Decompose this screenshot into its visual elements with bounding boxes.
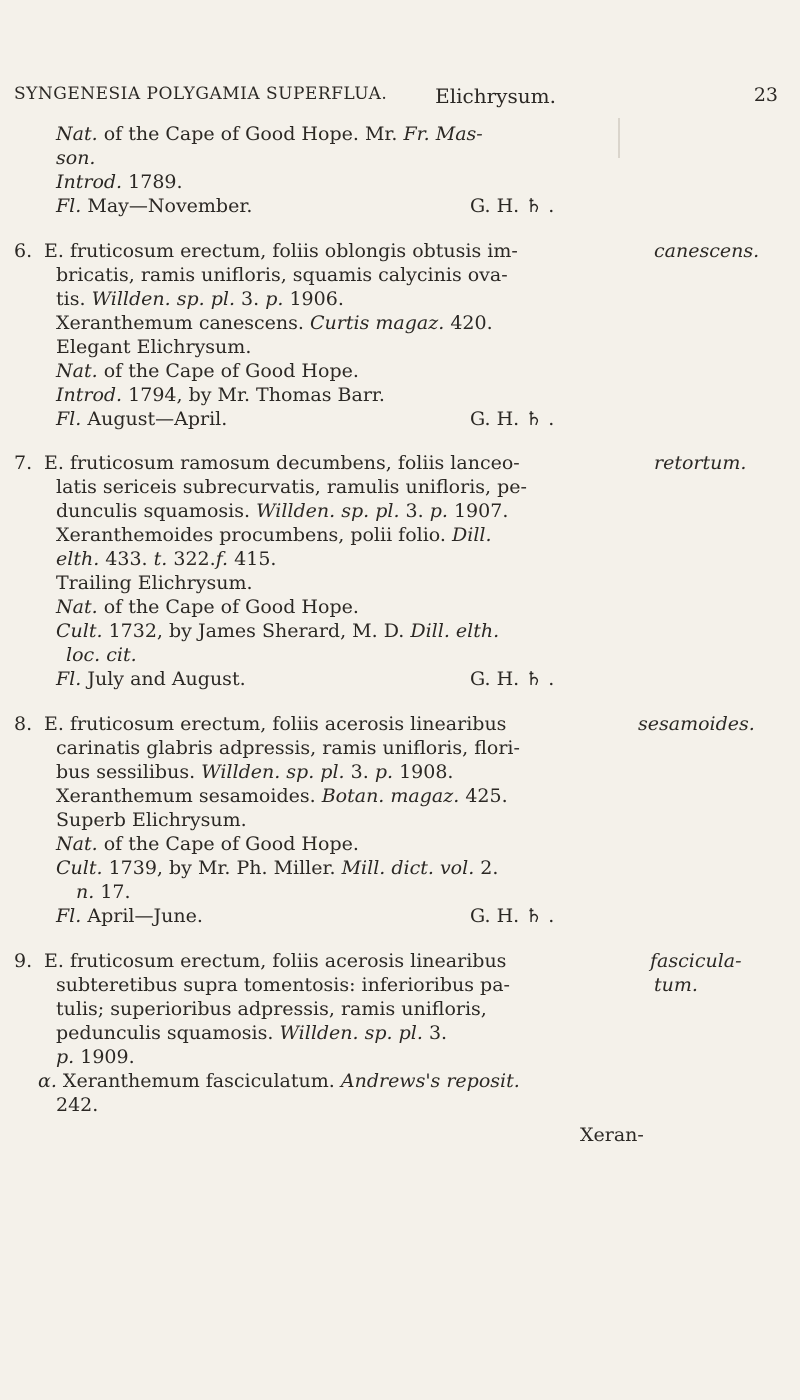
entry-8-line-3: bus sessilibus. Willden. sp. pl. 3. p. 1908. xyxy=(56,761,454,783)
entry-8-line-6: Nat. of the Cape of Good Hope. xyxy=(56,833,359,855)
entry-9-line-4: pedunculis squamosis. Willden. sp. pl. 3. xyxy=(56,1022,448,1044)
catchword: Xeran- xyxy=(580,1124,644,1146)
entry-7-line-7: Nat. of the Cape of Good Hope. xyxy=(56,596,359,618)
entry-9-epithet-cont: tum. xyxy=(654,974,698,996)
entry-6-line-5: Elegant Elichrysum. xyxy=(56,336,252,358)
entry-6-line-7: Introd. 1794, by Mr. Thomas Barr. xyxy=(56,384,385,406)
entry-8-line-8: n. 17. xyxy=(76,881,131,903)
entry-9-line-5: p. 1909. xyxy=(56,1046,135,1068)
entry-9-line-2: subteretibus supra tomentosis: inferioribus pa- xyxy=(56,974,510,996)
entry-6-habitat-symbol: G. H. ♄ . xyxy=(470,408,555,430)
entry-7-number: 7. xyxy=(14,452,33,474)
entry-8-line-5: Superb Elichrysum. xyxy=(56,809,247,831)
intro-son-line: son. xyxy=(56,147,96,169)
entry-7-line-2: latis sericeis subrecurvatis, ramulis unifloris, pe- xyxy=(56,476,527,498)
entry-7-line-8: Cult. 1732, by James Sherard, M. D. Dill. elth. xyxy=(56,620,500,642)
entry-6-line-6: Nat. of the Cape of Good Hope. xyxy=(56,360,359,382)
entry-6-epithet: canescens. xyxy=(654,240,760,262)
entry-6-number: 6. xyxy=(14,240,33,262)
entry-6-line-3: tis. Willden. sp. pl. 3. p. 1906. xyxy=(56,288,344,310)
intro-habitat-symbol: G. H. ♄ . xyxy=(470,195,555,217)
entry-9-line-1: E. fruticosum erectum, foliis acerosis linearibus xyxy=(44,950,507,972)
intro-nat-line: Nat. of the Cape of Good Hope. Mr. Fr. Mas- xyxy=(56,123,483,145)
entry-9-line-3: tulis; superioribus adpressis, ramis unifloris, xyxy=(56,998,487,1020)
paper-blemish xyxy=(618,118,620,158)
entry-8-line-1: E. fruticosum erectum, foliis acerosis linearibus xyxy=(44,713,507,735)
entry-7-line-4: Xeranthemoides procumbens, polii folio. Dill. xyxy=(56,524,492,546)
entry-7-line-9: loc. cit. xyxy=(66,644,137,666)
entry-6-line-1: E. fruticosum erectum, foliis oblongis obtusis im- xyxy=(44,240,518,262)
entry-7-line-5: elth. 433. t. 322.f. 415. xyxy=(56,548,277,570)
entry-7-line-3: dunculis squamosis. Willden. sp. pl. 3. p. 1907. xyxy=(56,500,509,522)
entry-8-line-4: Xeranthemum sesamoides. Botan. magaz. 425. xyxy=(56,785,508,807)
entry-7-line-10: Fl. July and August. xyxy=(56,668,246,690)
intro-fl-line: Fl. May—November. xyxy=(56,195,253,217)
running-head-class: SYNGENESIA POLYGAMIA SUPERFLUA. xyxy=(14,84,388,104)
entry-6-line-8: Fl. August—April. xyxy=(56,408,228,430)
running-head-genus: Elichrysum. xyxy=(435,84,556,108)
entry-8-epithet: sesamoides. xyxy=(638,713,755,735)
entry-7-epithet: retortum. xyxy=(654,452,747,474)
entry-9-line-7: 242. xyxy=(56,1094,99,1116)
entry-9-epithet: fascicula- xyxy=(650,950,742,972)
entry-9-line-6: α. Xeranthemum fasciculatum. Andrews's reposit. xyxy=(38,1070,520,1092)
page-number: 23 xyxy=(753,84,778,106)
entry-8-line-9: Fl. April—June. xyxy=(56,905,203,927)
entry-8-line-7: Cult. 1739, by Mr. Ph. Miller. Mill. dict. vol. 2. xyxy=(56,857,499,879)
intro-introd-line: Introd. 1789. xyxy=(56,171,183,193)
entry-9-number: 9. xyxy=(14,950,33,972)
running-header xyxy=(14,84,778,108)
entry-6-line-4: Xeranthemum canescens. Curtis magaz. 420. xyxy=(56,312,493,334)
entry-8-number: 8. xyxy=(14,713,33,735)
entry-8-habitat-symbol: G. H. ♄ . xyxy=(470,905,555,927)
entry-7-habitat-symbol: G. H. ♄ . xyxy=(470,668,555,690)
entry-8-line-2: carinatis glabris adpressis, ramis unifloris, flori- xyxy=(56,737,520,759)
entry-6-line-2: bricatis, ramis unifloris, squamis calycinis ova- xyxy=(56,264,508,286)
entry-7-line-6: Trailing Elichrysum. xyxy=(56,572,253,594)
entry-7-line-1: E. fruticosum ramosum decumbens, foliis lanceo- xyxy=(44,452,520,474)
